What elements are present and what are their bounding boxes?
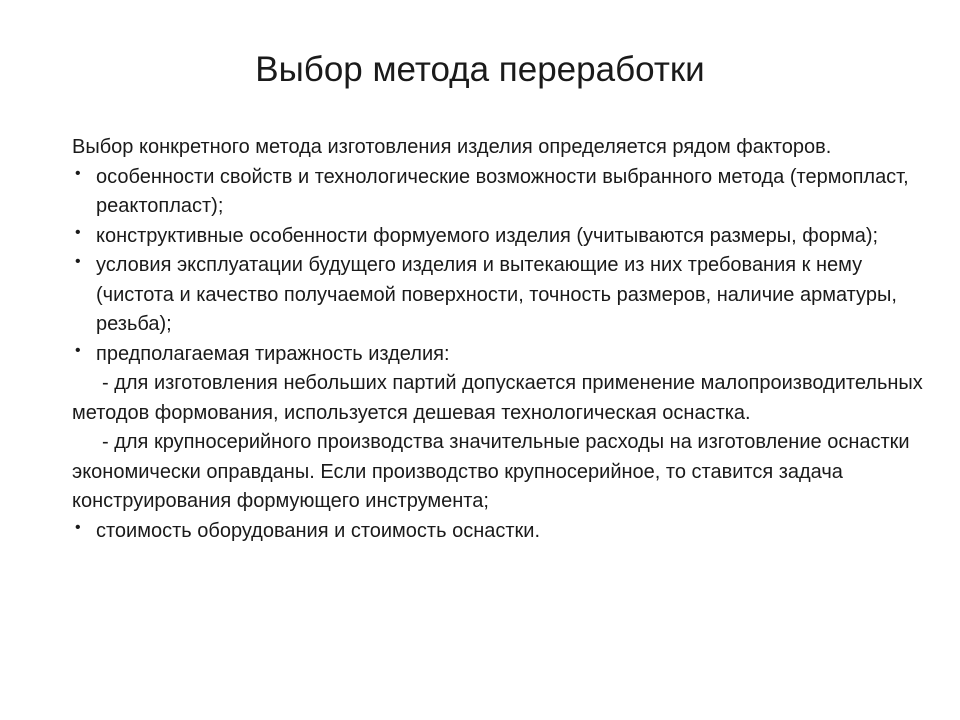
bullet-dot-icon: • (75, 223, 81, 241)
bullet-dot-icon: • (75, 518, 81, 536)
slide-body (72, 133, 942, 546)
bullet-text: конструктивные особенности формуемого изделия (учитываются размеры, форма); (96, 224, 879, 247)
bullet-item (72, 222, 942, 252)
bullet-item (72, 251, 942, 340)
sub-item-mass-production: - для крупносерийного производства значительные расходы на изготовление оснастки экономически оправданы. Если производство крупносерийное, то ставится задача конструирования формующего инструмента; (72, 431, 910, 512)
bullet-text: предполагаемая тиражность изделия: (96, 342, 450, 365)
bullet-dot-icon: • (75, 164, 81, 182)
sub-item-small-batch: - для изготовления небольших партий допускается применение малопроизводительных методов формования, используется дешевая технологическая оснастка. (72, 372, 923, 424)
bullet-item (72, 340, 942, 370)
slide-title: Выбор метода переработки (255, 50, 705, 89)
bullet-text: особенности свойств и технологические возможности выбранного метода (термопласт, реактопласт); (96, 165, 909, 217)
bullet-text: условия эксплуатации будущего изделия и вытекающие из них требования к нему (чистота и качество получаемой поверхности, точность размеров, наличие арматуры, резьба); (96, 254, 897, 335)
bullet-item (72, 163, 942, 222)
intro-paragraph: Выбор конкретного метода изготовления изделия определяется рядом факторов. (72, 136, 832, 158)
bullet-text: стоимость оборудования и стоимость оснастки. (96, 519, 540, 542)
bullet-item (72, 517, 942, 547)
bullet-dot-icon: • (75, 253, 81, 270)
bullet-dot-icon: • (75, 341, 81, 359)
